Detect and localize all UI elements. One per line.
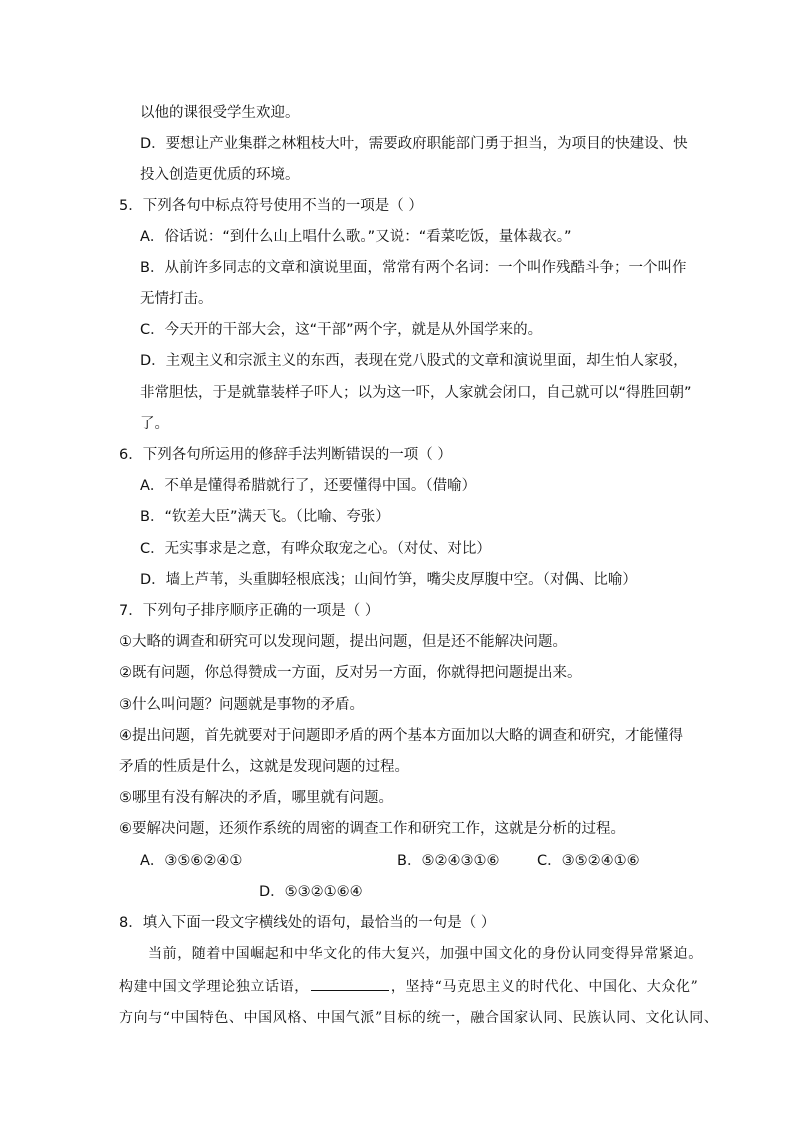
sentence-1: ①大略的调查和研究可以发现问题，提出问题，但是还不能解决问题。 — [119, 634, 567, 650]
option-d: D．主观主义和宗派主义的东西，表现在党八股式的文章和演说里面，却生怕人家驳， — [140, 353, 688, 369]
option-d: D．墙上芦苇，头重脚轻根底浅；山间竹笋，嘴尖皮厚腹中空。（对偶、比喻） — [140, 572, 637, 588]
text-line: 了。 — [140, 416, 169, 432]
option-c: C．无实事求是之意，有哗众取宠之心。（对仗、对比） — [140, 541, 491, 557]
passage-text: 构建中国文学理论独立话语， — [119, 979, 309, 995]
question-8: 8．填入下面一段文字横线处的语句，最恰当的一句是（ ） — [119, 915, 496, 931]
text-line: 以他的课很受学生欢迎。 — [140, 105, 300, 121]
sentence-3: ③什么叫问题？问题就是事物的矛盾。 — [119, 697, 364, 713]
answer-blank — [311, 976, 389, 991]
question-7: 7．下列句子排序顺序正确的一项是（ ） — [119, 603, 380, 619]
text-line: 投入创造更优质的环境。 — [140, 167, 300, 183]
option-c: C．今天开的干部大会，这“干部”两个字，就是从外国学来的。 — [140, 322, 543, 338]
passage-line — [119, 976, 698, 997]
text-line: 无情打击。 — [140, 291, 213, 307]
passage-line: 当前，随着中国崛起和中华文化的伟大复兴，加强中国文化的身份认同变得异常紧迫。 — [148, 946, 703, 962]
option-a: A．不单是懂得希腊就行了，还要懂得中国。（借喻） — [140, 478, 477, 494]
text-line: 矛盾的性质是什么，这就是发现问题的过程。 — [119, 759, 409, 775]
option-c: C．③⑤②④①⑥ — [537, 853, 640, 869]
option-b: B．“钦差大臣”满天飞。（比喻、夸张） — [140, 509, 390, 525]
sentence-6: ⑥要解决问题，还须作系统的周密的调查工作和研究工作，这就是分析的过程。 — [119, 821, 625, 837]
option-a: A．俗话说：“到什么山上唱什么歌。”又说：“看菜吃饭，量体裁衣。” — [140, 229, 572, 245]
question-5: 5．下列各句中标点符号使用不当的一项是（ ） — [119, 198, 423, 214]
text-line: 非常胆怯，于是就靠装样子吓人；以为这一吓，人家就会闭口，自己就可以“得胜回朝” — [140, 385, 692, 401]
option-d: D．⑤③②①⑥④ — [259, 884, 363, 900]
option-d: D．要想让产业集群之林粗枝大叶，需要政府职能部门勇于担当，为项目的快建设、快 — [140, 136, 688, 152]
passage-text: ，坚持“马克思主义的时代化、中国化、大众化” — [390, 979, 699, 995]
passage-line: 方向与“中国特色、中国风格、中国气派”目标的统一，融合国家认同、民族认同、文化认同、 — [119, 1010, 719, 1026]
sentence-5: ⑤哪里有没有解决的矛盾，哪里就有问题。 — [119, 790, 393, 806]
option-b: B．从前许多同志的文章和演说里面，常常有两个名词：一个叫作残酷斗争；一个叫作 — [140, 260, 687, 276]
sentence-2: ②既有问题，你总得赞成一方面，反对另一方面，你就得把问题提出来。 — [119, 665, 582, 681]
question-6: 6．下列各句所运用的修辞手法判断错误的一项（ ） — [119, 447, 452, 463]
option-b: B．⑤②④③①⑥ — [397, 853, 500, 869]
sentence-4: ④提出问题，首先就要对于问题即矛盾的两个基本方面加以大略的调查和研究，才能懂得 — [119, 728, 683, 744]
option-a: A．③⑤⑥②④① — [140, 853, 243, 869]
